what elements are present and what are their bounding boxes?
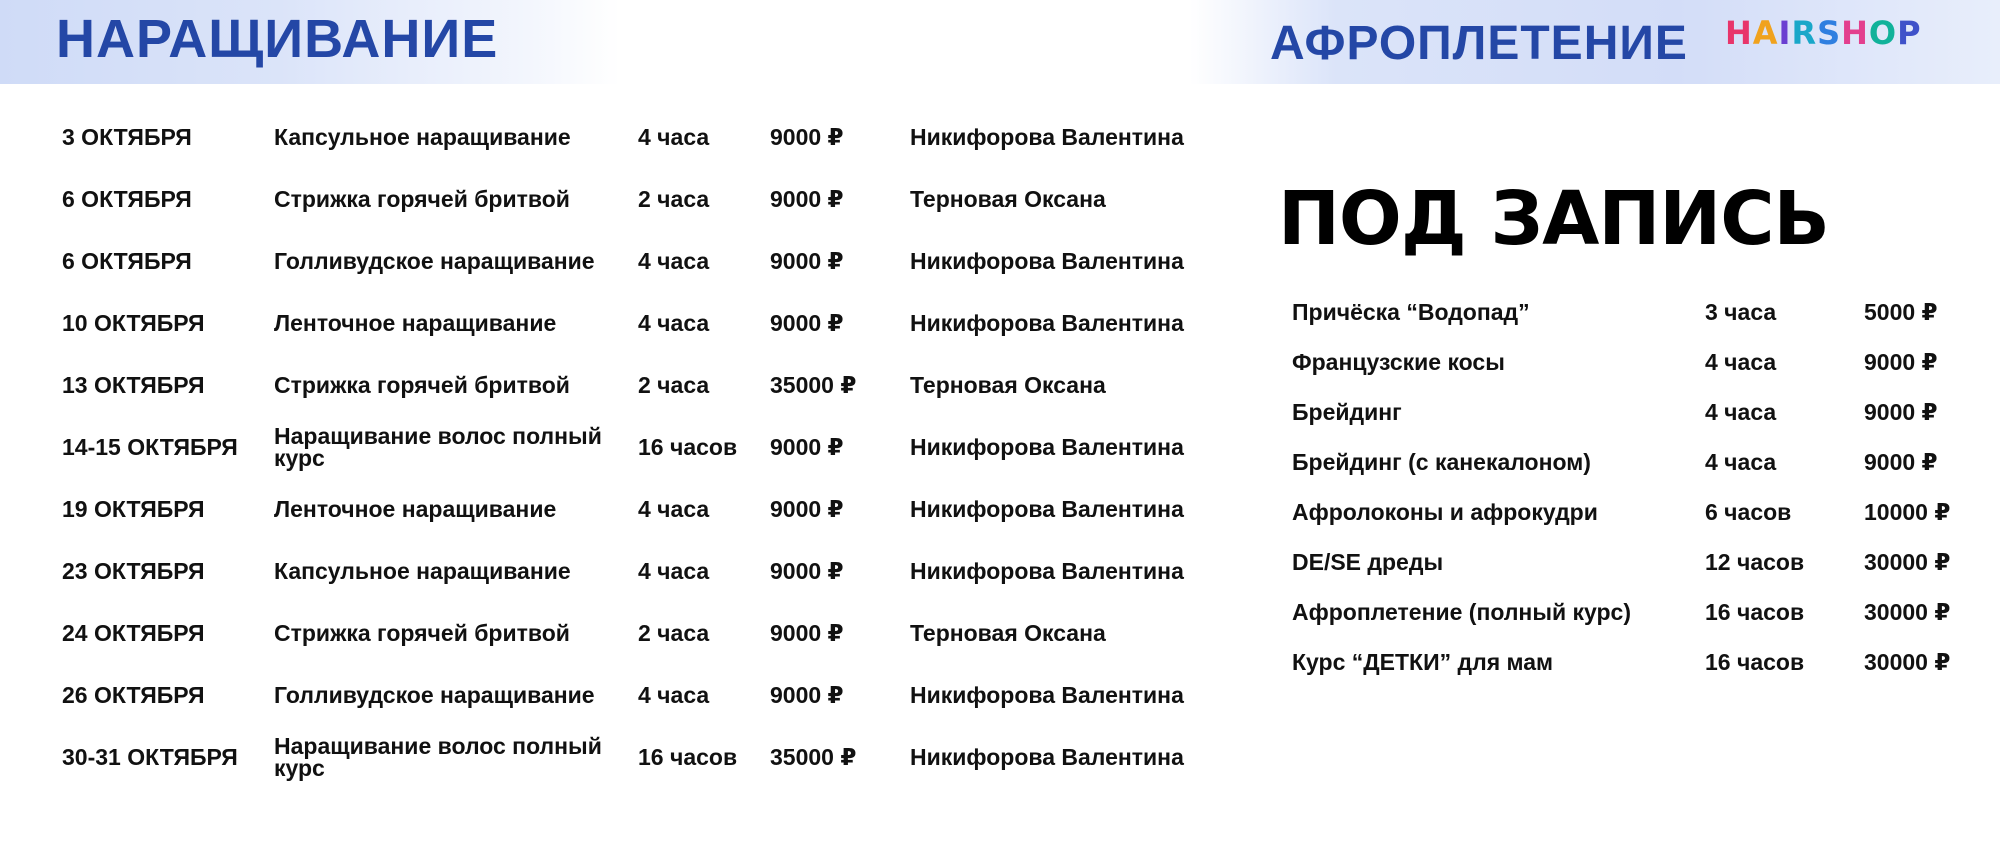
course-price: 35000 ₽: [770, 743, 857, 770]
course-duration: 2 часа: [638, 185, 710, 212]
course-duration: 4 часа: [638, 247, 710, 274]
service-duration: 3 часа: [1705, 298, 1777, 325]
service-name: Афролоконы и афрокудри: [1292, 498, 1598, 525]
schedule-row: [62, 602, 1222, 664]
schedule-row: [62, 540, 1222, 602]
course-price: 9000 ₽: [770, 123, 844, 150]
course-name: Наращивание волос полный курс: [274, 423, 602, 471]
on-request-row: [1292, 337, 1992, 387]
on-request-row: [1292, 487, 1992, 537]
course-price: 9000 ₽: [770, 557, 844, 584]
on-request-title: ПОД ЗАПИСЬ: [1278, 176, 1829, 262]
schedule-row: [62, 168, 1222, 230]
service-duration: 16 часов: [1705, 598, 1805, 625]
course-price: 9000 ₽: [770, 309, 844, 336]
course-teacher: Терновая Оксана: [910, 619, 1106, 646]
course-name: Голливудское наращивание: [274, 682, 595, 708]
service-price: 5000 ₽: [1864, 298, 1938, 325]
course-date: 10 ОКТЯБРЯ: [62, 309, 205, 336]
course-teacher: Никифорова Валентина: [910, 495, 1184, 522]
on-request-row: [1292, 287, 1992, 337]
course-duration: 16 часов: [638, 743, 738, 770]
course-teacher: Никифорова Валентина: [910, 433, 1184, 460]
schedule-row: [62, 106, 1222, 168]
course-teacher: Никифорова Валентина: [910, 247, 1184, 274]
schedule-row: [62, 230, 1222, 292]
course-date: 26 ОКТЯБРЯ: [62, 681, 205, 708]
course-price: 9000 ₽: [770, 185, 844, 212]
course-duration: 4 часа: [638, 495, 710, 522]
course-name: Наращивание волос полный курс: [274, 733, 602, 781]
service-price: 30000 ₽: [1864, 648, 1951, 675]
schedule-row: [62, 416, 1222, 478]
logo-letter: A: [1752, 14, 1779, 52]
service-price: 9000 ₽: [1864, 398, 1938, 425]
service-name: Афроплетение (полный курс): [1292, 598, 1631, 625]
schedule-row: [62, 664, 1222, 726]
schedule-row: [62, 354, 1222, 416]
course-price: 35000 ₽: [770, 371, 857, 398]
course-duration: 4 часа: [638, 123, 710, 150]
course-teacher: Терновая Оксана: [910, 185, 1106, 212]
course-date: 6 ОКТЯБРЯ: [62, 247, 192, 274]
course-name: Капсульное наращивание: [274, 124, 571, 150]
course-date: 23 ОКТЯБРЯ: [62, 557, 205, 584]
logo-letter: H: [1841, 14, 1869, 52]
service-price: 9000 ₽: [1864, 448, 1938, 475]
service-name: Французские косы: [1292, 348, 1505, 375]
course-price: 9000 ₽: [770, 619, 844, 646]
hairshop-logo: [1725, 14, 1922, 52]
course-name: Стрижка горячей бритвой: [274, 620, 570, 646]
on-request-row: [1292, 637, 1992, 687]
service-duration: 16 часов: [1705, 648, 1805, 675]
logo-letter: O: [1868, 14, 1898, 52]
course-teacher: Терновая Оксана: [910, 371, 1106, 398]
logo-letter: P: [1897, 14, 1922, 52]
service-duration: 4 часа: [1705, 448, 1777, 475]
on-request-row: [1292, 587, 1992, 637]
course-name: Стрижка горячей бритвой: [274, 186, 570, 212]
course-name: Голливудское наращивание: [274, 248, 595, 274]
schedule-row: [62, 478, 1222, 540]
service-price: 30000 ₽: [1864, 548, 1951, 575]
service-name: Брейдинг: [1292, 398, 1402, 425]
service-name: Причёска “Водопад”: [1292, 298, 1530, 325]
service-duration: 4 часа: [1705, 398, 1777, 425]
course-date: 14-15 ОКТЯБРЯ: [62, 433, 238, 460]
on-request-row: [1292, 537, 1992, 587]
service-duration: 4 часа: [1705, 348, 1777, 375]
course-duration: 16 часов: [638, 433, 738, 460]
course-duration: 4 часа: [638, 309, 710, 336]
course-date: 19 ОКТЯБРЯ: [62, 495, 205, 522]
course-teacher: Никифорова Валентина: [910, 309, 1184, 336]
logo-letter: H: [1725, 14, 1753, 52]
on-request-row: [1292, 387, 1992, 437]
course-price: 9000 ₽: [770, 433, 844, 460]
course-price: 9000 ₽: [770, 247, 844, 274]
service-price: 10000 ₽: [1864, 498, 1951, 525]
service-name: DE/SE дреды: [1292, 548, 1444, 575]
service-price: 9000 ₽: [1864, 348, 1938, 375]
service-duration: 6 часов: [1705, 498, 1792, 525]
logo-letter: R: [1791, 14, 1818, 52]
schedule-row: [62, 292, 1222, 354]
on-request-row: [1292, 437, 1992, 487]
course-date: 30-31 ОКТЯБРЯ: [62, 743, 238, 770]
course-teacher: Никифорова Валентина: [910, 123, 1184, 150]
course-teacher: Никифорова Валентина: [910, 743, 1184, 770]
schedule-row: [62, 726, 1222, 788]
extensions-section-title: НАРАЩИВАНИЕ: [56, 9, 499, 69]
service-name: Брейдинг (с канекалоном): [1292, 448, 1591, 475]
logo-letter: S: [1817, 14, 1842, 52]
course-name: Стрижка горячей бритвой: [274, 372, 570, 398]
course-date: 24 ОКТЯБРЯ: [62, 619, 205, 646]
course-date: 3 ОКТЯБРЯ: [62, 123, 192, 150]
course-teacher: Никифорова Валентина: [910, 681, 1184, 708]
course-name: Капсульное наращивание: [274, 558, 571, 584]
service-price: 30000 ₽: [1864, 598, 1951, 625]
service-name: Курс “ДЕТКИ” для мам: [1292, 648, 1554, 675]
course-duration: 4 часа: [638, 681, 710, 708]
course-price: 9000 ₽: [770, 681, 844, 708]
course-name: Ленточное наращивание: [274, 310, 557, 336]
course-duration: 4 часа: [638, 557, 710, 584]
logo-letter: I: [1778, 14, 1792, 52]
course-price: 9000 ₽: [770, 495, 844, 522]
afro-braiding-section-title: АФРОПЛЕТЕНИЕ: [1270, 17, 1688, 70]
course-name: Ленточное наращивание: [274, 496, 557, 522]
course-date: 13 ОКТЯБРЯ: [62, 371, 205, 398]
course-duration: 2 часа: [638, 371, 710, 398]
course-teacher: Никифорова Валентина: [910, 557, 1184, 584]
course-date: 6 ОКТЯБРЯ: [62, 185, 192, 212]
service-duration: 12 часов: [1705, 548, 1805, 575]
course-duration: 2 часа: [638, 619, 710, 646]
